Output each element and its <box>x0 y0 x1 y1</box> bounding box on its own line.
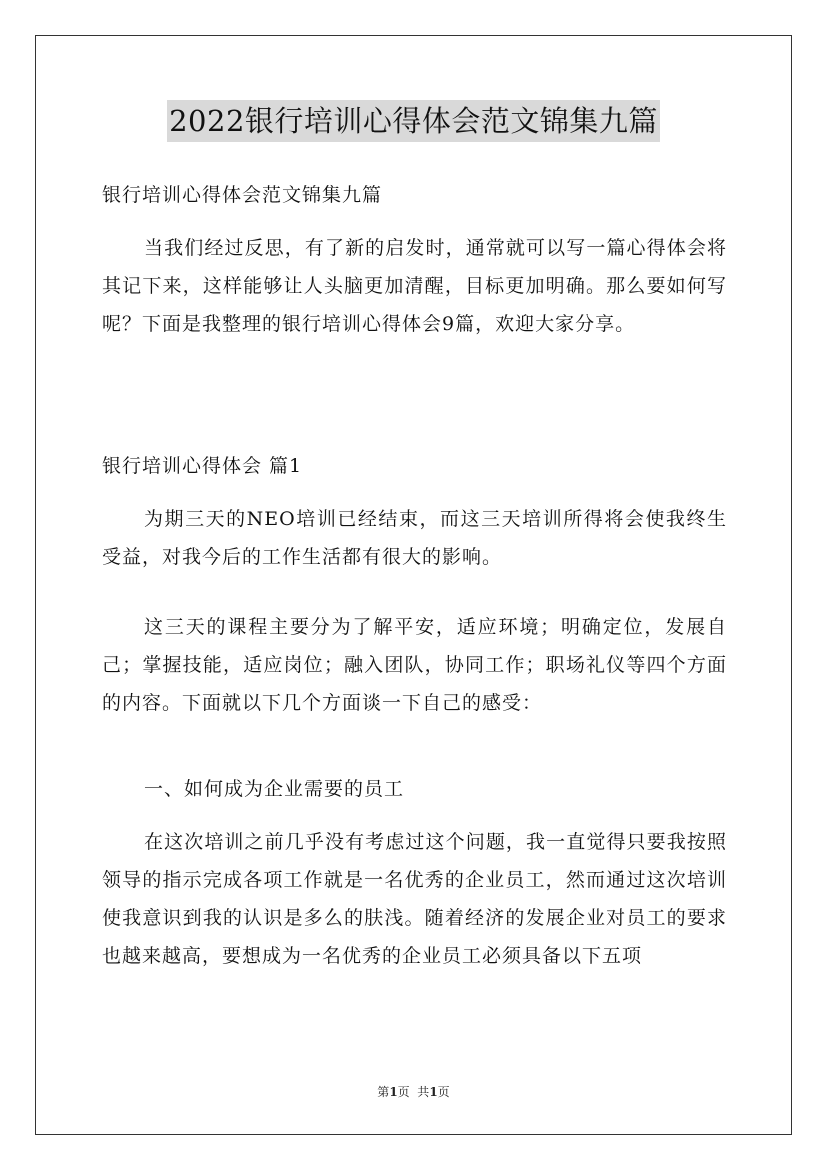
paragraph-1: 为期三天的NEO培训已经结束，而这三天培训所得将会使我终生受益，对我今后的工作生活都有很大的影响。 <box>102 508 727 568</box>
document-subtitle: 银行培训心得体会范文锦集九篇 <box>102 184 383 206</box>
intro-paragraph: 当我们经过反思，有了新的启发时，通常就可以写一篇心得体会将其记下来，这样能够让人头脑更加清醒，目标更加明确。那么要如何写呢？下面是我整理的银行培训心得体会9篇，欢迎大家分享。 <box>102 237 727 335</box>
paragraph-3-heading: 一、如何成为企业需要的员工 <box>144 778 405 800</box>
paragraph-4: 在这次培训之前几乎没有考虑过这个问题，我一直觉得只要我按照领导的指示完成各项工作就是一名优秀的企业员工，然而通过这次培训使我意识到我的认识是多么的肤浅。随着经济的发展企业对员工的要求也越来越高，要想成为一名优秀的企业员工必须具备以下五项 <box>102 831 727 967</box>
footer-suffix: 页 <box>437 1085 450 1099</box>
document-title-text: 2022银行培训心得体会范文锦集九篇 <box>167 100 660 142</box>
footer-page-number: 1 <box>389 1085 398 1099</box>
paragraph-2: 这三天的课程主要分为了解平安，适应环境；明确定位，发展自己；掌握技能，适应岗位；融入团队，协同工作；职场礼仪等四个方面的内容。下面就以下几个方面谈一下自己的感受： <box>102 616 727 714</box>
footer-prefix: 第 <box>377 1085 390 1099</box>
page-footer <box>0 1083 827 1101</box>
footer-page-total: 1 <box>429 1085 438 1099</box>
document-title <box>0 100 827 142</box>
footer-mid: 页 共 <box>397 1085 430 1099</box>
section-heading: 银行培训心得体会 篇1 <box>102 455 303 477</box>
